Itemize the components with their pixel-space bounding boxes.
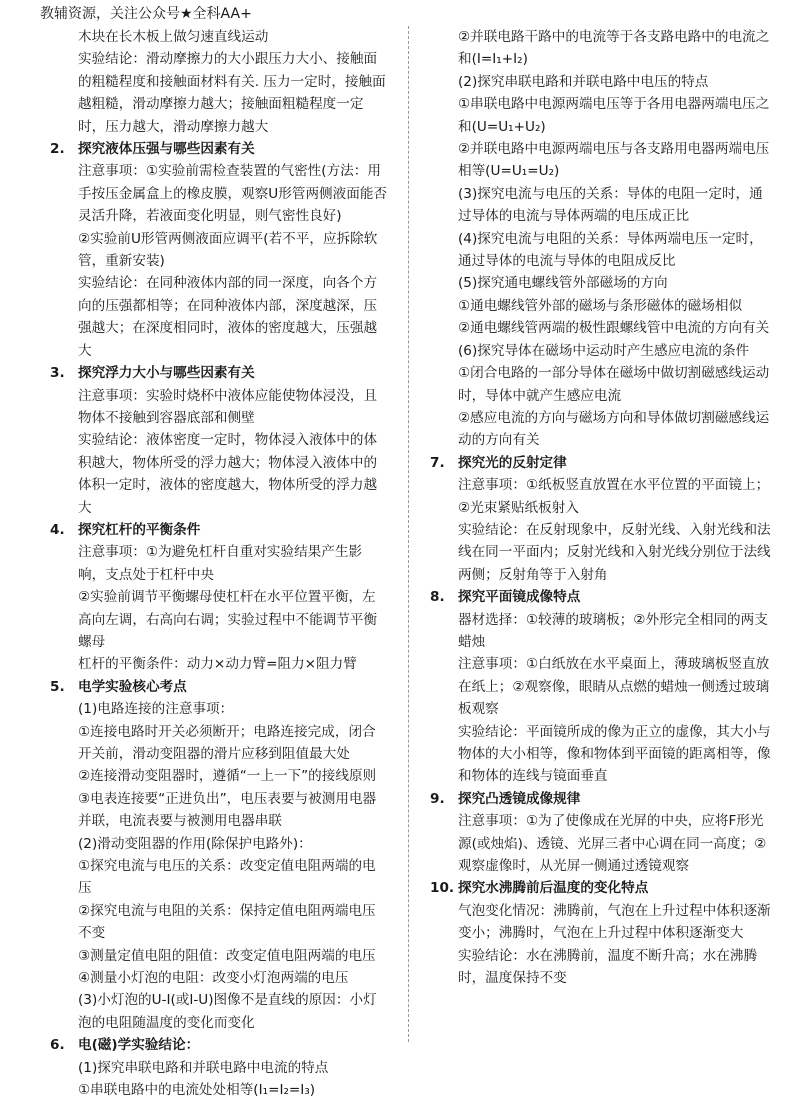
intro-paragraph: ②并联电路中电源两端电压与各支路用电器两端电压相等(U=U₁=U₂) xyxy=(458,141,770,180)
intro-paragraph: ①闭合电路的一部分导体在磁场中做切割磁感线运动时，导体中就产生感应电流 xyxy=(458,365,770,404)
intro-paragraph: 实验结论：滑动摩擦力的大小跟压力大小、接触面的粗糙程度和接触面材料有关. 压力一定时，接触面越粗糙，滑动摩擦力越大；接触面粗糙程度一定时，压力越大，滑动摩擦力越大 xyxy=(78,51,386,135)
intro-paragraph: 木块在长木板上做匀速直线运动 xyxy=(78,29,269,45)
section-number: 9. xyxy=(430,790,445,807)
section-paragraph: 杠杆的平衡条件：动力×动力臂=阻力×阻力臂 xyxy=(78,656,357,673)
section-title: 探究凸透镜成像规律 xyxy=(458,790,581,807)
intro-paragraph: (6)探究导体在磁场中运动时产生感应电流的条件 xyxy=(458,342,750,359)
intro-paragraph: (2)探究串联电路和并联电路中电压的特点 xyxy=(458,73,709,90)
intro-paragraph: ②并联电路干路中的电流等于各支路电路中的电流之和(I=I₁+I₂) xyxy=(458,29,770,68)
section-number: 4. xyxy=(50,521,65,538)
section-7 xyxy=(430,452,772,586)
section-paragraph: (1)电路连接的注意事项： xyxy=(78,701,234,718)
section-paragraph: 注意事项：实验时烧杯中液体应能使物体浸没，且物体不接触到容器底部和侧壁 xyxy=(78,387,378,426)
section-title: 电学实验核心考点 xyxy=(78,678,187,695)
section-number: 8. xyxy=(430,589,445,606)
left-column xyxy=(50,26,388,1102)
intro-paragraph: ①串联电路中电源两端电压等于各用电器两端电压之和(U=U₁+U₂) xyxy=(458,96,770,135)
right-column xyxy=(430,26,772,989)
section-8 xyxy=(430,586,772,788)
section-paragraph: 注意事项：①为了使像成在光屏的中央，应将F形光源(或烛焰)、透镜、光屏三者中心调在同一高度；②观察虚像时，从光屏一侧通过透镜观察 xyxy=(458,813,767,875)
section-2 xyxy=(50,138,388,362)
section-paragraph: 实验结论：在反射现象中，反射光线、入射光线和法线在同一平面内；反射光线和入射光线分别位于法线两侧；反射角等于入射角 xyxy=(458,521,771,583)
section-paragraph: 注意事项：①白纸放在水平桌面上，薄玻璃板竖直放在纸上；②观察像，眼睛从点燃的蜡烛一侧透过玻璃板观察 xyxy=(458,656,770,718)
section-title: 探究杠杆的平衡条件 xyxy=(78,521,201,538)
intro-paragraph: ②通电螺线管两端的极性跟螺线管中电流的方向有关 xyxy=(458,320,770,337)
section-title: 探究平面镜成像特点 xyxy=(458,589,581,606)
section-number: 6. xyxy=(50,1037,65,1054)
section-number: 7. xyxy=(430,454,445,471)
section-paragraph: 器材选择：①较薄的玻璃板；②外形完全相同的两支蜡烛 xyxy=(458,611,768,650)
section-paragraph: 实验结论：水在沸腾前，温度不断升高；水在沸腾时，温度保持不变 xyxy=(458,947,758,987)
section-number: 2. xyxy=(50,141,65,158)
section-paragraph: (3)小灯泡的U-I(或I-U)图像不是直线的原因：小灯泡的电阻随温度的变化而变化 xyxy=(78,992,377,1031)
section-10 xyxy=(430,877,772,989)
intro-paragraph: (4)探究电流与电阻的关系：导体两端电压一定时，通过导体的电流与导体的电阻成反比 xyxy=(458,230,763,270)
section-paragraph: 注意事项：①纸板竖直放置在水平位置的平面镜上；②光束紧贴纸板射入 xyxy=(458,477,770,516)
section-6 xyxy=(50,1034,388,1101)
section-title: 探究水沸腾前后温度的变化特点 xyxy=(458,880,649,897)
section-paragraph: ③测量定值电阻的阻值：改变定值电阻两端的电压 xyxy=(78,947,376,964)
section-3 xyxy=(50,362,388,519)
section-title: 探究液体压强与哪些因素有关 xyxy=(78,141,255,158)
section-paragraph: 实验结论：平面镜所成的像为正立的虚像，其大小与物体的大小相等，像和物体到平面镜的距离相等，像和物体的连线与镜面垂直 xyxy=(458,723,771,785)
section-9 xyxy=(430,788,772,878)
page-header: 教辅资源，关注公众号★全科AA+ xyxy=(40,6,252,22)
column-divider xyxy=(408,26,409,1042)
section-paragraph: ②实验前调节平衡螺母使杠杆在水平位置平衡，左高向左调，右高向右调；实验过程中不能调节平衡螺母 xyxy=(78,589,378,650)
intro-paragraph: (3)探究电流与电压的关系：导体的电阻一定时，通过导体的电流与导体两端的电压成正比 xyxy=(458,185,763,225)
intro-paragraph: ①通电螺线管外部的磁场与条形磁体的磁场相似 xyxy=(458,297,743,314)
section-paragraph: ②实验前U形管两侧液面应调平(若不平，应拆除软管，重新安装) xyxy=(78,230,378,270)
section-paragraph: ①探究电流与电压的关系：改变定值电阻两端的电压 xyxy=(78,858,376,897)
section-5 xyxy=(50,676,388,1035)
section-paragraph: ②连接滑动变阻器时，遵循“一上一下”的接线原则 xyxy=(78,768,377,785)
section-title: 探究浮力大小与哪些因素有关 xyxy=(78,365,255,382)
section-title: 探究光的反射定律 xyxy=(458,454,567,471)
section-paragraph: ②探究电流与电阻的关系：保持定值电阻两端电压不变 xyxy=(78,902,376,942)
section-paragraph: (2)滑动变阻器的作用(除保护电路外)： xyxy=(78,835,312,852)
continued-block xyxy=(430,26,772,452)
section-paragraph: ③电表连接要“正进负出”，电压表要与被测用电器并联，电流表要与被测用电器串联 xyxy=(78,790,377,830)
section-number: 5. xyxy=(50,678,65,695)
section-title: 电(磁)学实验结论： xyxy=(78,1037,200,1054)
section-number: 10. xyxy=(430,880,455,897)
section-paragraph: 实验结论：液体密度一定时，物体浸入液体中的体积越大，物体所受的浮力越大；物体浸入液体中的体积一定时，液体的密度越大，物体所受的浮力越大 xyxy=(78,432,378,516)
section-4 xyxy=(50,519,388,676)
section-paragraph: 实验结论：在同种液体内部的同一深度，向各个方向的压强都相等；在同种液体内部，深度越深，压强越大；在深度相同时，液体的密度越大，压强越大 xyxy=(78,275,378,359)
section-paragraph: 注意事项：①为避免杠杆自重对实验结果产生影响，支点处于杠杆中央 xyxy=(78,544,363,583)
section-paragraph: ④测量小灯泡的电阻：改变小灯泡两端的电压 xyxy=(78,970,349,987)
section-paragraph: 注意事项：①实验前需检查装置的气密性(方法：用手按压金属盒上的橡皮膜，观察U形管两侧液面能否灵活升降，若液面变化明显，则气密性良好) xyxy=(78,163,388,225)
section-paragraph: ①连接电路时开关必须断开；电路连接完成，闭合开关前，滑动变阻器的滑片应移到阻值最大处 xyxy=(78,723,376,762)
section-paragraph: (1)探究串联电路和并联电路中电流的特点 xyxy=(78,1059,329,1076)
section-paragraph: 气泡变化情况：沸腾前，气泡在上升过程中体积逐渐变小；沸腾时，气泡在上升过程中体积逐渐变大 xyxy=(458,902,771,942)
section-number: 3. xyxy=(50,365,65,382)
intro-paragraph: ②感应电流的方向与磁场方向和导体做切割磁感线运动的方向有关 xyxy=(458,409,770,449)
section-paragraph: ①串联电路中的电流处处相等(I₁=I₂=I₃) xyxy=(78,1082,316,1099)
intro-paragraph: (5)探究通电螺线管外部磁场的方向 xyxy=(458,275,668,292)
